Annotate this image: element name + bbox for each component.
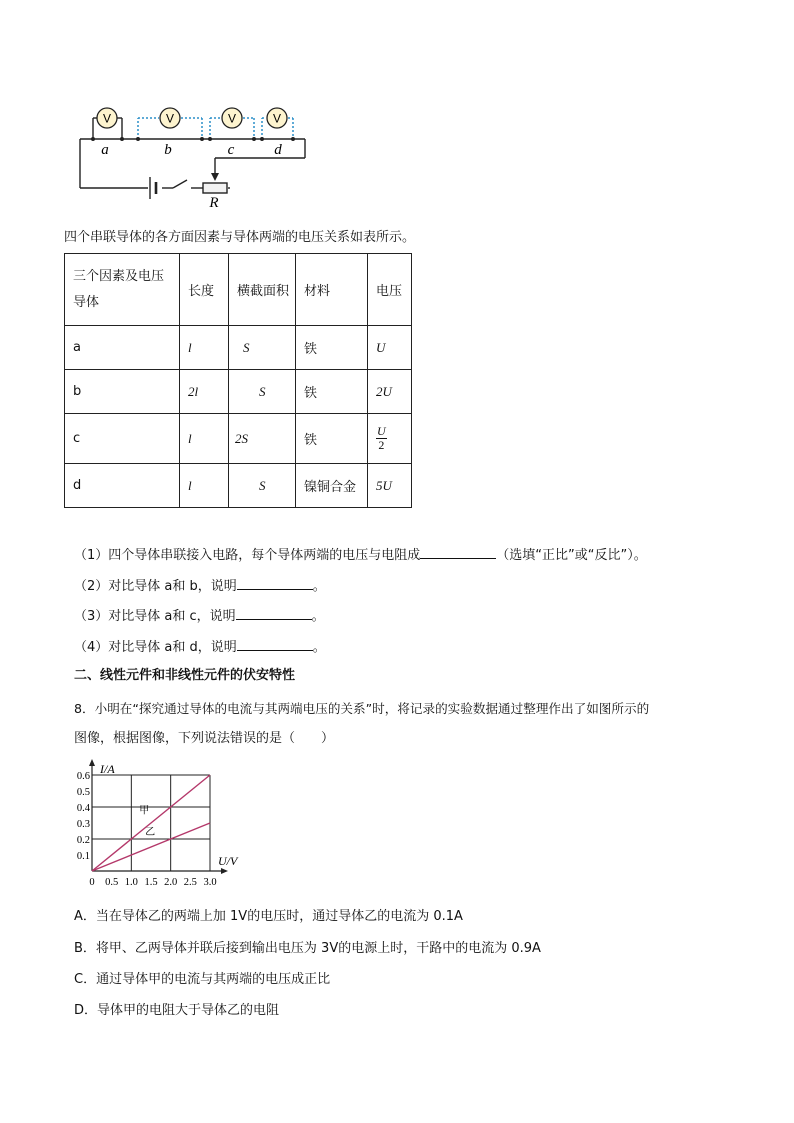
table-cell: 2S xyxy=(229,414,296,464)
table-column-header: 电压 xyxy=(368,254,412,326)
point-label-a: a xyxy=(101,142,109,158)
table-cell: d xyxy=(65,464,180,508)
voltmeter-icon xyxy=(97,108,117,128)
x-tick-label: 0.5 xyxy=(105,877,119,888)
table-cell xyxy=(368,414,412,464)
rheostat-arrow xyxy=(211,173,219,181)
option-c[interactable]: C．通过导体甲的电流与其两端的电压成正比 xyxy=(74,972,331,987)
y-tick-label: 0.1 xyxy=(76,851,90,862)
x-axis-label: U/V xyxy=(218,854,238,868)
answer-blank[interactable] xyxy=(236,605,312,620)
y-tick-label: 0.6 xyxy=(76,771,90,782)
table-column-header: 横截面积 xyxy=(229,254,296,326)
answer-blank[interactable] xyxy=(237,575,313,590)
answer-blank[interactable] xyxy=(420,544,496,559)
table-row xyxy=(65,414,412,464)
svg-text:V: V xyxy=(165,111,175,126)
rheostat-label: R xyxy=(209,195,219,211)
x-axis-arrow xyxy=(221,868,228,874)
table-row xyxy=(65,464,412,508)
svg-text:V: V xyxy=(102,111,112,126)
series-line-0 xyxy=(92,775,210,871)
x-tick-label: 2.5 xyxy=(183,877,197,888)
question-3: （3）对比导体 a和 c，说明 。 xyxy=(74,605,325,626)
voltmeter-icon xyxy=(222,108,242,128)
point-label-c: c xyxy=(227,142,235,158)
y-tick-label: 0.5 xyxy=(76,787,90,798)
question-1: （1）四个导体串联接入电路，每个导体两端的电压与电阻成 （选填“正比”或“反比”）。 xyxy=(74,544,647,565)
y-tick-label: 0.4 xyxy=(76,803,90,814)
y-tick-label: 0.2 xyxy=(76,835,90,846)
question-4: （4）对比导体 a和 d，说明 。 xyxy=(74,636,326,657)
table-cell: 2l xyxy=(180,370,229,414)
table-cell: 2U xyxy=(368,370,412,414)
x-tick-label: 3.0 xyxy=(203,877,217,888)
table-cell: b xyxy=(65,370,180,414)
table-cell: l xyxy=(180,326,229,370)
table-column-header: 材料 xyxy=(296,254,368,326)
table-cell: l xyxy=(180,464,229,508)
table-cell: 铁 xyxy=(296,370,368,414)
voltmeter-icon xyxy=(160,108,180,128)
question-2: （2）对比导体 a和 b，说明 。 xyxy=(74,575,326,596)
point-label-d: d xyxy=(274,142,282,158)
y-axis-label: I/A xyxy=(100,762,115,776)
table-cell: 5U xyxy=(368,464,412,508)
answer-blank[interactable] xyxy=(237,636,313,651)
table-cell: 铁 xyxy=(296,326,368,370)
property-table xyxy=(64,253,412,508)
x-tick-label: 2.0 xyxy=(164,877,178,888)
section-title: 二、线性元件和非线性元件的伏安特性 xyxy=(74,668,296,683)
svg-text:V: V xyxy=(272,111,282,126)
problem-8-line-2: 图像，根据图像，下列说法错误的是（ ） xyxy=(74,731,335,746)
circuit-diagram xyxy=(70,100,320,212)
point-label-b: b xyxy=(164,142,172,158)
y-axis-arrow xyxy=(89,759,95,766)
option-b[interactable]: B．将甲、乙两导体并联后接到输出电压为 3V的电源上时，干路中的电流为 0.9A xyxy=(74,941,541,956)
series-label: 甲 xyxy=(139,805,150,817)
iu-chart xyxy=(68,758,258,898)
table-cell: 镍铜合金 xyxy=(296,464,368,508)
table-cell: U xyxy=(368,326,412,370)
x-tick-label: 1.0 xyxy=(124,877,138,888)
fraction: $\frac{U}{2}$ xyxy=(377,424,386,452)
option-d[interactable]: D．导体甲的电阻大于导体乙的电阻 xyxy=(74,1003,280,1018)
option-a[interactable]: A．当在导体乙的两端上加 1V的电压时，通过导体乙的电流为 0.1A xyxy=(74,909,463,924)
intro-text: 四个串联导体的各方面因素与导体两端的电压关系如表所示。 xyxy=(64,230,416,245)
table-corner-header: 三个因素及电压 导体 xyxy=(65,254,180,326)
table-cell: l xyxy=(180,414,229,464)
x-tick-label: 0 xyxy=(89,877,95,888)
table-column-header: 长度 xyxy=(180,254,229,326)
table-cell: 铁 xyxy=(296,414,368,464)
table-cell: a xyxy=(65,326,180,370)
table-cell: S xyxy=(229,370,296,414)
y-tick-label: 0.3 xyxy=(76,819,90,830)
x-tick-label: 1.5 xyxy=(144,877,158,888)
svg-text:V: V xyxy=(227,111,237,126)
voltmeter-icon xyxy=(267,108,287,128)
table-row xyxy=(65,326,412,370)
series-label: 乙 xyxy=(145,827,156,838)
problem-8-line-1: 8．小明在“探究通过导体的电流与其两端电压的关系”时，将记录的实验数据通过整理作出了如图所示的 xyxy=(74,701,650,716)
table-cell: c xyxy=(65,414,180,464)
table-header-row xyxy=(65,254,412,326)
table-row xyxy=(65,370,412,414)
table-cell: S xyxy=(229,464,296,508)
table-cell: S xyxy=(229,326,296,370)
